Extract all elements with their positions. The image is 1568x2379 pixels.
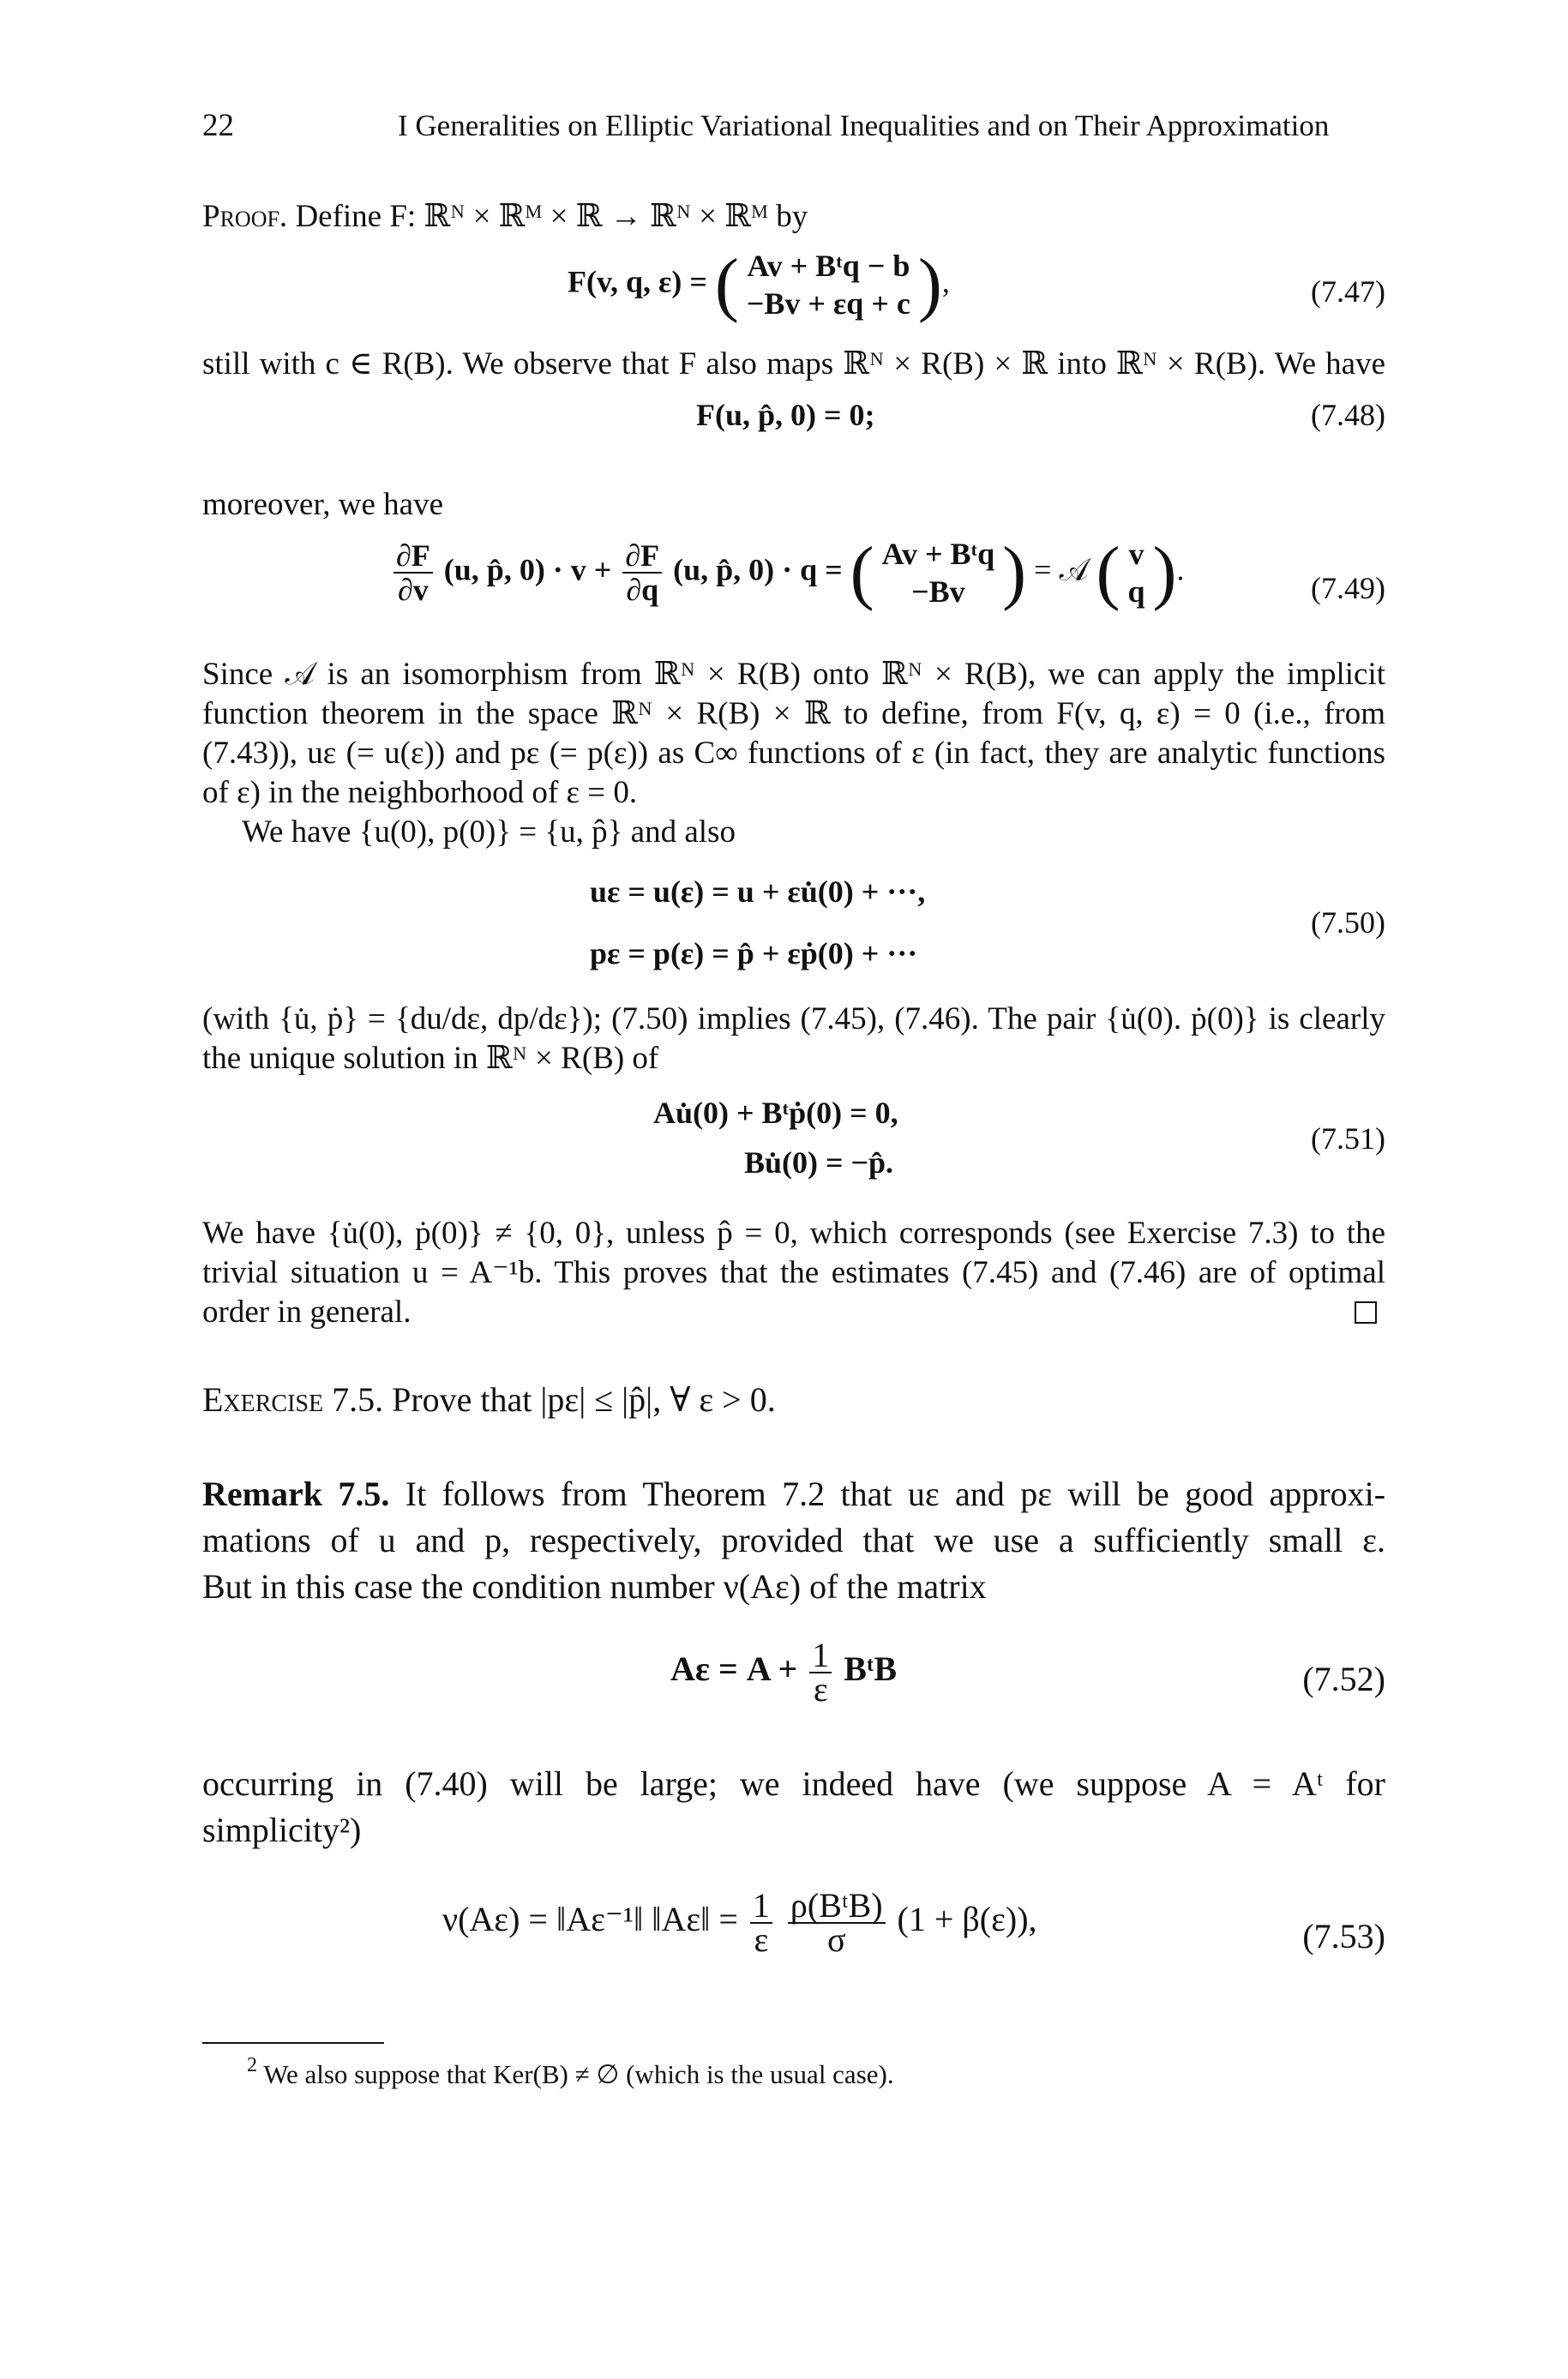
right-paren: ): [1002, 532, 1027, 612]
eq-747-row1: Av + Bᵗq − b: [747, 249, 910, 283]
paragraph-line: Since 𝒜 is an isomorphism from ℝᴺ × R(B) onto ℝᴺ × R(B), we can apply the implicit: [202, 657, 1385, 692]
paragraph-line: still with c ∈ R(B). We observe that F also maps ℝᴺ × R(B) × ℝ into ℝᴺ × R(B). We have: [202, 346, 1385, 381]
eq-749-row2: −Bv: [911, 574, 965, 609]
fraction: [809, 1636, 832, 1709]
fraction-numerator: ∂F: [394, 539, 433, 574]
footnote: [247, 2054, 894, 2092]
eq-752-lhs: Aε = A +: [670, 1649, 798, 1689]
fraction-numerator: 1: [750, 1889, 772, 1924]
paragraph-line: trivial situation u = A⁻¹b. This proves that the estimates (7.45) and (7.46) are of optimal: [202, 1255, 1385, 1290]
paragraph-line: mations of u and p, respectively, provided that we use a sufficiently small ε.: [202, 1521, 1385, 1559]
proof-intro: Define F: ℝᴺ × ℝᴹ × ℝ → ℝᴺ × ℝᴹ by: [295, 199, 808, 234]
remark-label: Remark 7.5.: [202, 1475, 390, 1513]
qed-box: [1355, 1301, 1377, 1328]
eq-number-7-52: (7.52): [1302, 1660, 1385, 1698]
eq-749-term2: (u, p̂, 0) · q =: [673, 552, 843, 587]
page-number: 22: [202, 108, 234, 143]
eq-749-vq: [1128, 535, 1145, 610]
paragraph-line: function theorem in the space ℝᴺ × R(B) × ℝ to define, from F(v, q, ε) = 0 (i.e., from: [202, 696, 1385, 731]
running-title: I Generalities on Elliptic Variational Inequalities and on Their Approximation: [398, 109, 1330, 142]
eq-number-7-51: (7.51): [1311, 1121, 1385, 1156]
eq-749-v: v: [1128, 537, 1144, 571]
proof-intro-line: [202, 197, 1385, 237]
eq-749-term1: (u, p̂, 0) · v +: [443, 552, 612, 587]
paragraph-line: But in this case the condition number ν(Aε) of the matrix: [202, 1567, 987, 1606]
left-paren: (: [850, 532, 874, 612]
left-paren: (: [1096, 532, 1120, 612]
paragraph-line: moreover, we have: [202, 487, 444, 522]
equation-7-51-b: Bu̇(0) = −p̂.: [744, 1145, 894, 1180]
partial-fraction: [394, 539, 433, 606]
eq-752-rhs: BᵗB: [844, 1649, 898, 1689]
eq-753-rhs: (1 + β(ε)),: [897, 1900, 1037, 1939]
equation-7-47: F(v, q, ε) = ( Av + Bᵗq − b −Bv + εq + c ),: [568, 244, 950, 324]
paragraph-line: We have {u(0), p(0)} = {u, p̂} and also: [242, 814, 736, 850]
eq-number-7-47: (7.47): [1311, 274, 1385, 309]
partial-fraction: [622, 539, 662, 606]
paragraph-line: (with {u̇, ṗ} = {du/dε, dp/dε}); (7.50) implies (7.45), (7.46). The pair {u̇(0). ṗ(0)} is clearly: [202, 1001, 1385, 1036]
eq-number-7-48: (7.48): [1311, 398, 1385, 432]
exercise-line: [202, 1377, 1385, 1423]
equation-7-48: F(u, p̂, 0) = 0;: [696, 398, 875, 432]
equation-7-53: [442, 1886, 1037, 1959]
eq-number-7-49: (7.49): [1311, 571, 1385, 605]
proof-label: Proof.: [202, 199, 288, 234]
fraction: [750, 1886, 772, 1959]
remark-line-1: It follows from Theorem 7.2 that uε and pε will be good approxi-: [405, 1475, 1386, 1513]
fraction-denominator: ε: [754, 1920, 769, 1959]
equation-7-52: [670, 1636, 898, 1709]
right-paren: ): [917, 244, 942, 324]
exercise-text: Prove that |pε| ≤ |p̂|, ∀ ε > 0.: [392, 1380, 776, 1419]
eq-749-isomorphism: = 𝒜: [1034, 552, 1089, 587]
eq-747-vector: [747, 247, 910, 322]
eq-749-vector: [882, 535, 995, 610]
equation-7-51-a: Au̇(0) + Bᵗṗ(0) = 0,: [653, 1096, 898, 1130]
left-paren: (: [714, 244, 739, 324]
eq-747-lhs: F(v, q, ε) =: [568, 264, 707, 299]
paragraph-line: (7.43)), uε (= u(ε)) and pε (= p(ε)) as C∞ functions of ε (in fact, they are analytic functions: [202, 736, 1385, 771]
fraction-numerator: 1: [809, 1639, 832, 1673]
footnote-marker: 2: [247, 2054, 257, 2076]
right-paren: ): [1152, 532, 1177, 612]
eq-number-7-53: (7.53): [1302, 1917, 1385, 1955]
exercise-label: Exercise 7.5.: [202, 1380, 384, 1419]
eq-749-q: q: [1127, 574, 1145, 609]
fraction-numerator: ∂F: [622, 539, 662, 574]
footnote-rule: [202, 2042, 384, 2044]
fraction-denominator: ∂v: [397, 573, 429, 607]
paragraph-line: of ε) in the neighborhood of ε = 0.: [202, 775, 638, 810]
fraction-denominator: ∂q: [626, 573, 659, 607]
paragraph-line: We have {u̇(0), ṗ(0)} ≠ {0, 0}, unless p̂ = 0, which corresponds (see Exercise 7.3) to the: [202, 1216, 1385, 1251]
eq-number-7-50: (7.50): [1311, 905, 1385, 940]
paragraph-line: order in general.: [202, 1295, 412, 1330]
equation-7-50-b: pε = p(ε) = p̂ + εṗ(0) + ···: [590, 936, 918, 970]
fraction-denominator: ε: [813, 1670, 828, 1709]
eq-747-row2: −Bv + εq + c: [746, 286, 910, 321]
fraction-denominator: σ: [826, 1920, 846, 1959]
fraction: [788, 1886, 886, 1959]
eq-753-lhs: ν(Aε) = ‖Aε⁻¹‖ ‖Aε‖ =: [442, 1900, 738, 1939]
footnote-text: We also suppose that Ker(B) ≠ ∅ (which is the usual case).: [263, 2059, 894, 2089]
paragraph-line: occurring in (7.40) will be large; we indeed have (we suppose A = Aᵗ for: [202, 1764, 1385, 1803]
eq-749-row1: Av + Bᵗq: [881, 537, 995, 571]
remark-line: [202, 1471, 1385, 1517]
equation-7-50-a: uε = u(ε) = u + εu̇(0) + ···,: [590, 874, 926, 909]
fraction-numerator: ρ(BᵗB): [788, 1889, 886, 1924]
paragraph-line: simplicity²): [202, 1811, 362, 1849]
paragraph-line: the unique solution in ℝᴺ × R(B) of: [202, 1041, 659, 1076]
equation-7-49: $\frac{\partial F}{\partial v}$ (u, p̂, 0) · v + $\frac{\partial F}{\partial q}$ (u, p̂, 0) · q = ( Av + Bᵗq −Bv ) = 𝒜 ( v q ).: [390, 535, 1185, 610]
